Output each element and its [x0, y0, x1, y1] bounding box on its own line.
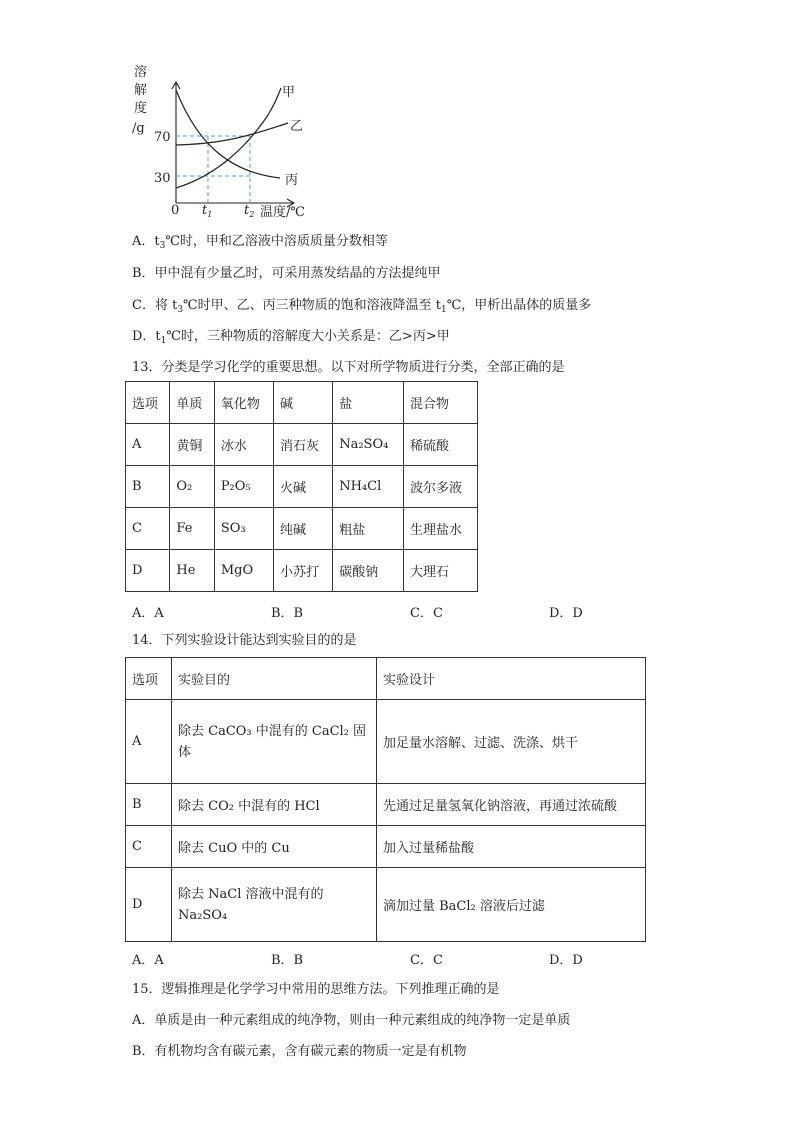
q14-cell: B — [126, 784, 172, 826]
origin-label: 0 — [171, 203, 180, 218]
q13-cell: B — [126, 466, 170, 508]
q13-cell: P₂O₅ — [214, 466, 273, 508]
q13-cell: NH₄Cl — [333, 466, 404, 508]
y-axis-label-char: 解 — [134, 83, 148, 98]
q14-cell: D — [126, 868, 172, 942]
q15-option-a: A．单质是由一种元素组成的纯净物，则由一种元素组成的纯净物一定是单质 — [132, 1013, 571, 1028]
q14-cell: A — [126, 700, 172, 784]
q14-cell: 滴加过量 BaCl₂ 溶液后过滤 — [377, 868, 646, 942]
curve-bing — [176, 90, 280, 178]
q13-header: 氧化物 — [214, 382, 273, 424]
y-tick-30: 30 — [154, 171, 171, 186]
answer-option: D．D — [549, 606, 583, 621]
q13-cell: O₂ — [170, 466, 214, 508]
y-axis-label-char: 度 — [134, 101, 148, 116]
q13-table — [125, 381, 478, 592]
solubility-chart — [128, 60, 328, 225]
q13-cell: SO₃ — [214, 508, 273, 550]
q13-cell: 粗盐 — [333, 508, 404, 550]
q13-cell: 黄铜 — [170, 424, 214, 466]
answer-option: A．A — [132, 606, 164, 621]
q13-cell: D — [126, 550, 170, 592]
q14-cell: 加足量水溶解、过滤、洗涤、烘干 — [377, 700, 646, 784]
table-row — [126, 424, 478, 466]
table-row — [126, 784, 646, 826]
q13-cell: 大理石 — [403, 550, 477, 592]
x-tick-t1: $t_1$ — [202, 203, 213, 219]
series-label-jia: 甲 — [282, 85, 296, 100]
curve-yi — [176, 123, 288, 145]
y-axis-label-char: /g — [132, 121, 145, 136]
q14-cell: 除去 CuO 中的 Cu — [172, 826, 377, 868]
q14-answers — [132, 949, 592, 968]
q13-cell: 波尔多液 — [403, 466, 477, 508]
q13-cell: 稀硫酸 — [403, 424, 477, 466]
answer-option: B．B — [271, 606, 304, 621]
table-row — [126, 508, 478, 550]
q14-cell: 加入过量稀盐酸 — [377, 826, 646, 868]
q13-cell: Fe — [170, 508, 214, 550]
q13-cell: A — [126, 424, 170, 466]
q14-cell: 除去 CO₂ 中混有的 HCl — [172, 784, 377, 826]
q14-cell: 除去 NaCl 溶液中混有的 Na₂SO₄ — [172, 868, 377, 942]
q13-cell: 纯碱 — [274, 508, 333, 550]
q13-answers — [132, 602, 592, 621]
table-row — [126, 550, 478, 592]
q13-header: 选项 — [126, 382, 170, 424]
answer-option: B．B — [271, 953, 304, 968]
q12-option-a: A．$t_3℃$时，甲和乙溶液中溶质质量分数相等 — [132, 234, 388, 251]
table-row — [126, 868, 646, 942]
q13-cell: 冰水 — [214, 424, 273, 466]
curve-jia — [176, 88, 281, 188]
q12-option-d: D．$t_1℃$时，三种物质的溶解度大小关系是：乙>丙>甲 — [132, 329, 450, 346]
q13-header: 单质 — [170, 382, 214, 424]
q13-cell: 消石灰 — [274, 424, 333, 466]
q13-stem: 13．分类是学习化学的重要思想。以下对所学物质进行分类，全部正确的是 — [132, 360, 565, 375]
answer-option: D．D — [549, 953, 583, 968]
q13-header: 盐 — [333, 382, 404, 424]
q14-header: 选项 — [126, 658, 172, 700]
q12-option-c: C．将 $t_3℃$时甲、乙、丙三种物质的饱和溶液降温至 $t_1℃$，甲析出晶体的质量多 — [132, 298, 592, 315]
q13-cell: He — [170, 550, 214, 592]
q15-stem: 15．逻辑推理是化学学习中常用的思维方法。下列推理正确的是 — [132, 982, 500, 997]
q13-cell: 火碱 — [274, 466, 333, 508]
series-label-yi: 乙 — [290, 119, 304, 134]
q13-header: 碱 — [274, 382, 333, 424]
x-axis-label: 温度/℃ — [260, 205, 305, 220]
y-axis-label-char: 溶 — [134, 65, 148, 80]
q14-header: 实验目的 — [172, 658, 377, 700]
table-row — [126, 826, 646, 868]
x-tick-t2: $t_2$ — [244, 203, 255, 219]
q14-cell: 先通过足量氢氧化钠溶液，再通过浓硫酸 — [377, 784, 646, 826]
q13-cell: Na₂SO₄ — [333, 424, 404, 466]
q13-cell: MgO — [214, 550, 273, 592]
q14-stem: 14．下列实验设计能达到实验目的的是 — [132, 633, 357, 648]
answer-option: C．C — [410, 953, 443, 968]
q15-option-b: B．有机物均含有碳元素，含有碳元素的物质一定是有机物 — [132, 1044, 467, 1059]
q13-cell: 碳酸钠 — [333, 550, 404, 592]
y-tick-70: 70 — [154, 130, 171, 145]
q14-cell: 除去 CaCO₃ 中混有的 CaCl₂ 固体 — [172, 700, 377, 784]
q14-table — [125, 657, 646, 942]
q13-cell: 小苏打 — [274, 550, 333, 592]
q13-header: 混合物 — [403, 382, 477, 424]
q14-cell: C — [126, 826, 172, 868]
table-row — [126, 700, 646, 784]
answer-option: A．A — [132, 953, 164, 968]
q12-option-b: B．甲中混有少量乙时，可采用蒸发结晶的方法提纯甲 — [132, 266, 441, 281]
series-label-bing: 丙 — [285, 173, 299, 188]
q13-cell: C — [126, 508, 170, 550]
table-row — [126, 466, 478, 508]
answer-option: C．C — [410, 606, 443, 621]
q13-cell: 生理盐水 — [403, 508, 477, 550]
q14-header: 实验设计 — [377, 658, 646, 700]
